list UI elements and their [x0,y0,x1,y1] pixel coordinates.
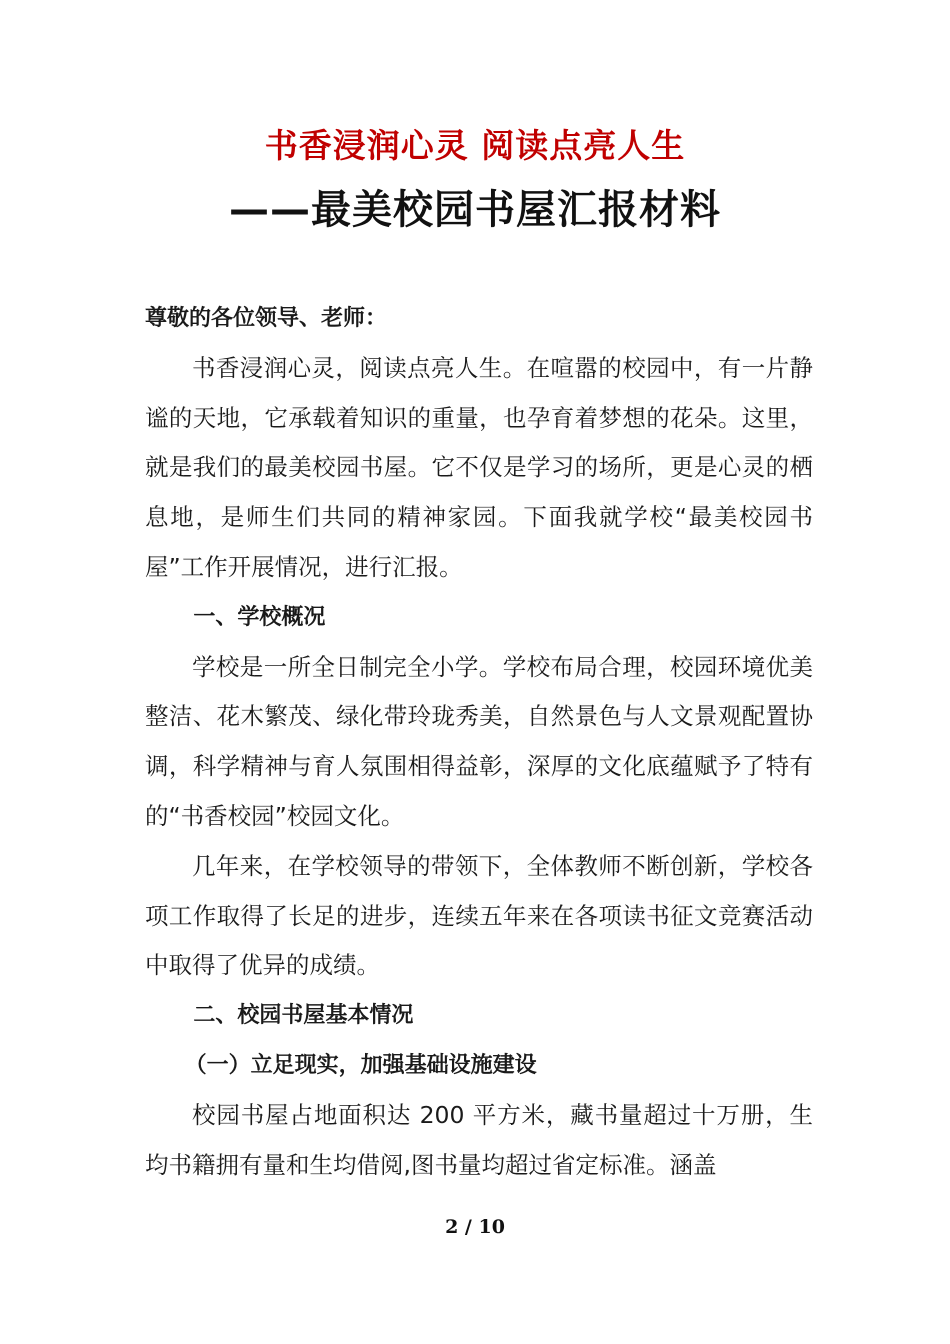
page-number: 2 / 10 [445,1216,505,1238]
paragraph-infrastructure: 校园书屋占地面积达 200 平方米，藏书量超过十万册，生均书籍拥有量和生均借阅,图书量均超过省定标准。涵盖 [145,1100,813,1179]
document-body [145,294,813,1190]
paragraph-school-overview: 学校是一所全日制完全小学。学校布局合理，校园环境优美整洁、花木繁茂、绿化带玲珑秀美，自然景色与人文景观配置协调，科学精神与育人氛围相得益彰，深厚的文化底蕴赋予了特有的“书香校园”校园文化。 [145,652,813,830]
subsection-heading-infrastructure: （一）立足现实，加强基础设施建设 [184,1052,537,1078]
section-heading-bookhouse: 二、校园书屋基本情况 [193,1003,414,1029]
salutation: 尊敬的各位领导、老师： [145,306,388,331]
section-heading-overview: 一、学校概况 [193,604,326,630]
document-title: 书香浸润心灵 阅读点亮人生 [264,126,686,165]
paragraph-achievements: 几年来，在学校领导的带领下，全体教师不断创新，学校各项工作取得了长足的进步，连续五年来在各项读书征文竞赛活动中取得了优异的成绩。 [145,851,813,980]
paragraph-intro: 书香浸润心灵，阅读点亮人生。在喧嚣的校园中，有一片静谧的天地，它承载着知识的重量，也孕育着梦想的花朵。这里，就是我们的最美校园书屋。它不仅是学习的场所，更是心灵的栖息地，是师生们共同的精神家园。下面我就学校“最美校园书屋”工作开展情况，进行汇报。 [145,353,813,581]
document-subtitle: ——最美校园书屋汇报材料 [229,187,721,233]
